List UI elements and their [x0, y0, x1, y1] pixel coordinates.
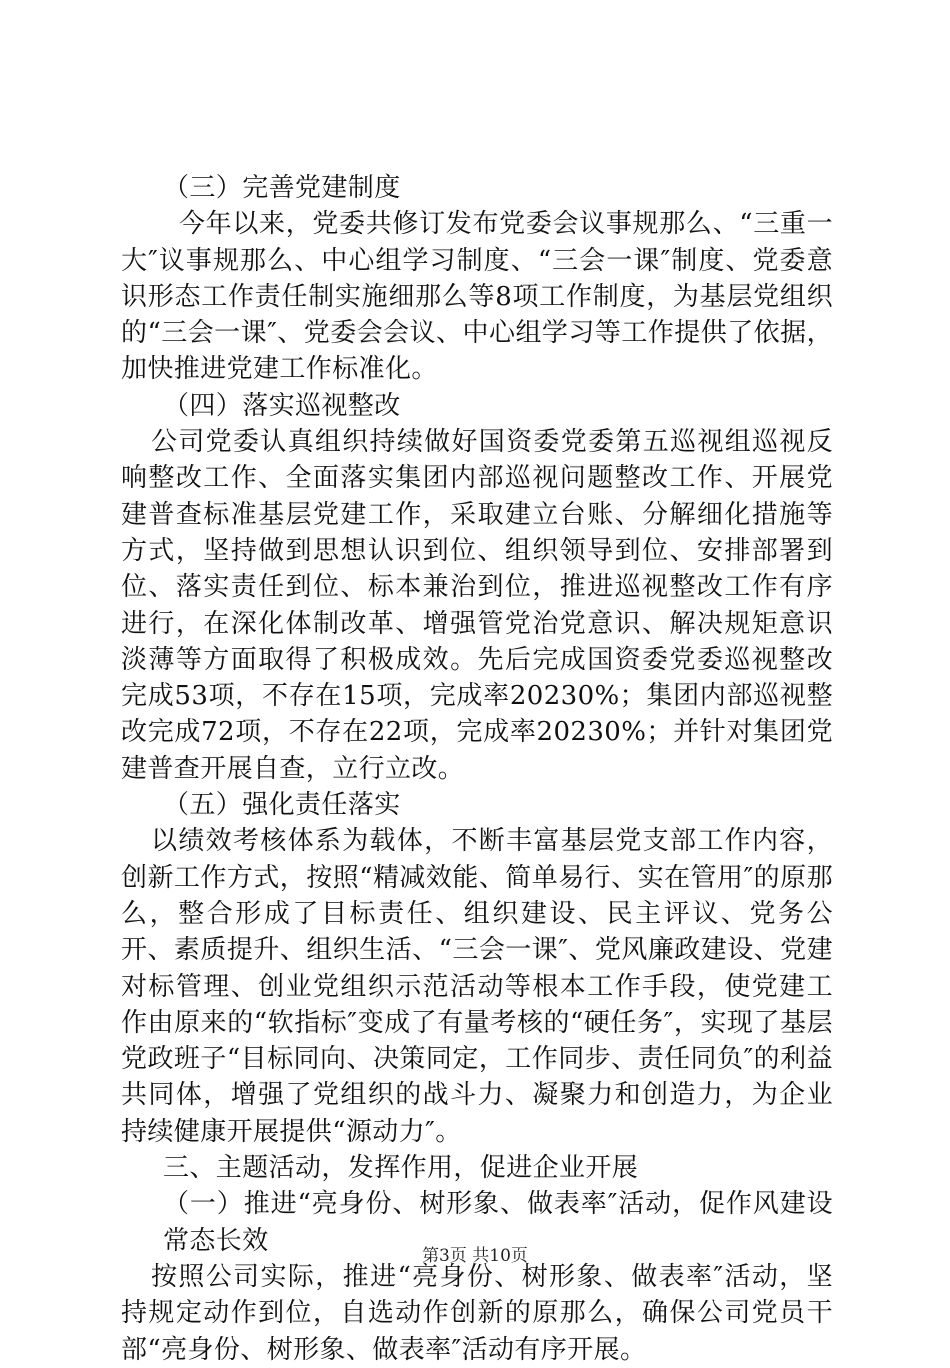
section-paragraph-5: 以绩效考核体系为载体，不断丰富基层党支部工作内容，创新工作方式，按照“精减效能、简单易行、实在管用″的原那么，整合形成了目标责任、组织建设、民主评议、党务公开、素质提升、组织生活、“三会一课″、党风廉政建设、党建对标管理、创业党组织示范活动等根本工作手段，使党建工作由原来的“软指标″变成了有量考核的“硬任务″，实现了基层党政班子“目标同向、决策同定，工作同步、责任同负″的利益共同体，增强了党组织的战斗力、凝聚力和创造力，为企业持续健康开展提供“源动力″。 [121, 826, 833, 1147]
page-footer: 第3页 共10页 [422, 1246, 528, 1266]
section-heading-3: （三）完善党建制度 [163, 173, 401, 203]
section-heading-5: （五）强化责任落实 [163, 790, 401, 821]
section-heading-4: （四）落实巡视整改 [163, 390, 401, 421]
section-paragraph-4: 公司党委认真组织持续做好国资委党委第五巡视组巡视反响整改工作、全面落实集团内部巡视问题整改工作、开展党建普查标准基层党建工作，采取建立台账、分解细化措施等方式，坚持做到思想认识到位、组织领导到位、安排部署到位、落实责任到位、标本兼治到位，推进巡视整改工作有序进行，在深化体制改革、增强管党治党意识、解决规矩意识淡薄等方面取得了积极成效。先后完成国资委党委巡视整改完成53项，不存在15项，完成率20230%；集团内部巡视整改完成72项，不存在22项，完成率20230%；并针对集团党建普查开展自查，立行立改。 [121, 427, 833, 784]
subsection-heading-1: （一）推进“亮身份、树形象、做表率″活动，促作风建设常态长效 [163, 1189, 833, 1256]
document-body [121, 170, 833, 1368]
part-heading-3: 三、主题活动，发挥作用，促进企业开展 [163, 1153, 639, 1184]
subsection-paragraph-1: 按照公司实际，推进“亮身份、树形象、做表率″活动，坚持规定动作到位，自选动作创新的原那么，确保公司党员干部“亮身份、树形象、做表率″活动有序开展。 [121, 1261, 833, 1365]
section-paragraph-3: 今年以来，党委共修订发布党委会议事规那么、“三重一大″议事规那么、中心组学习制度、“三会一课″制度、党委意识形态工作责任制实施细那么等8项工作制度，为基层党组织的“三会一课″、党委会会议、中心组学习等工作提供了依据，加快推进党建工作标准化。 [121, 209, 833, 385]
